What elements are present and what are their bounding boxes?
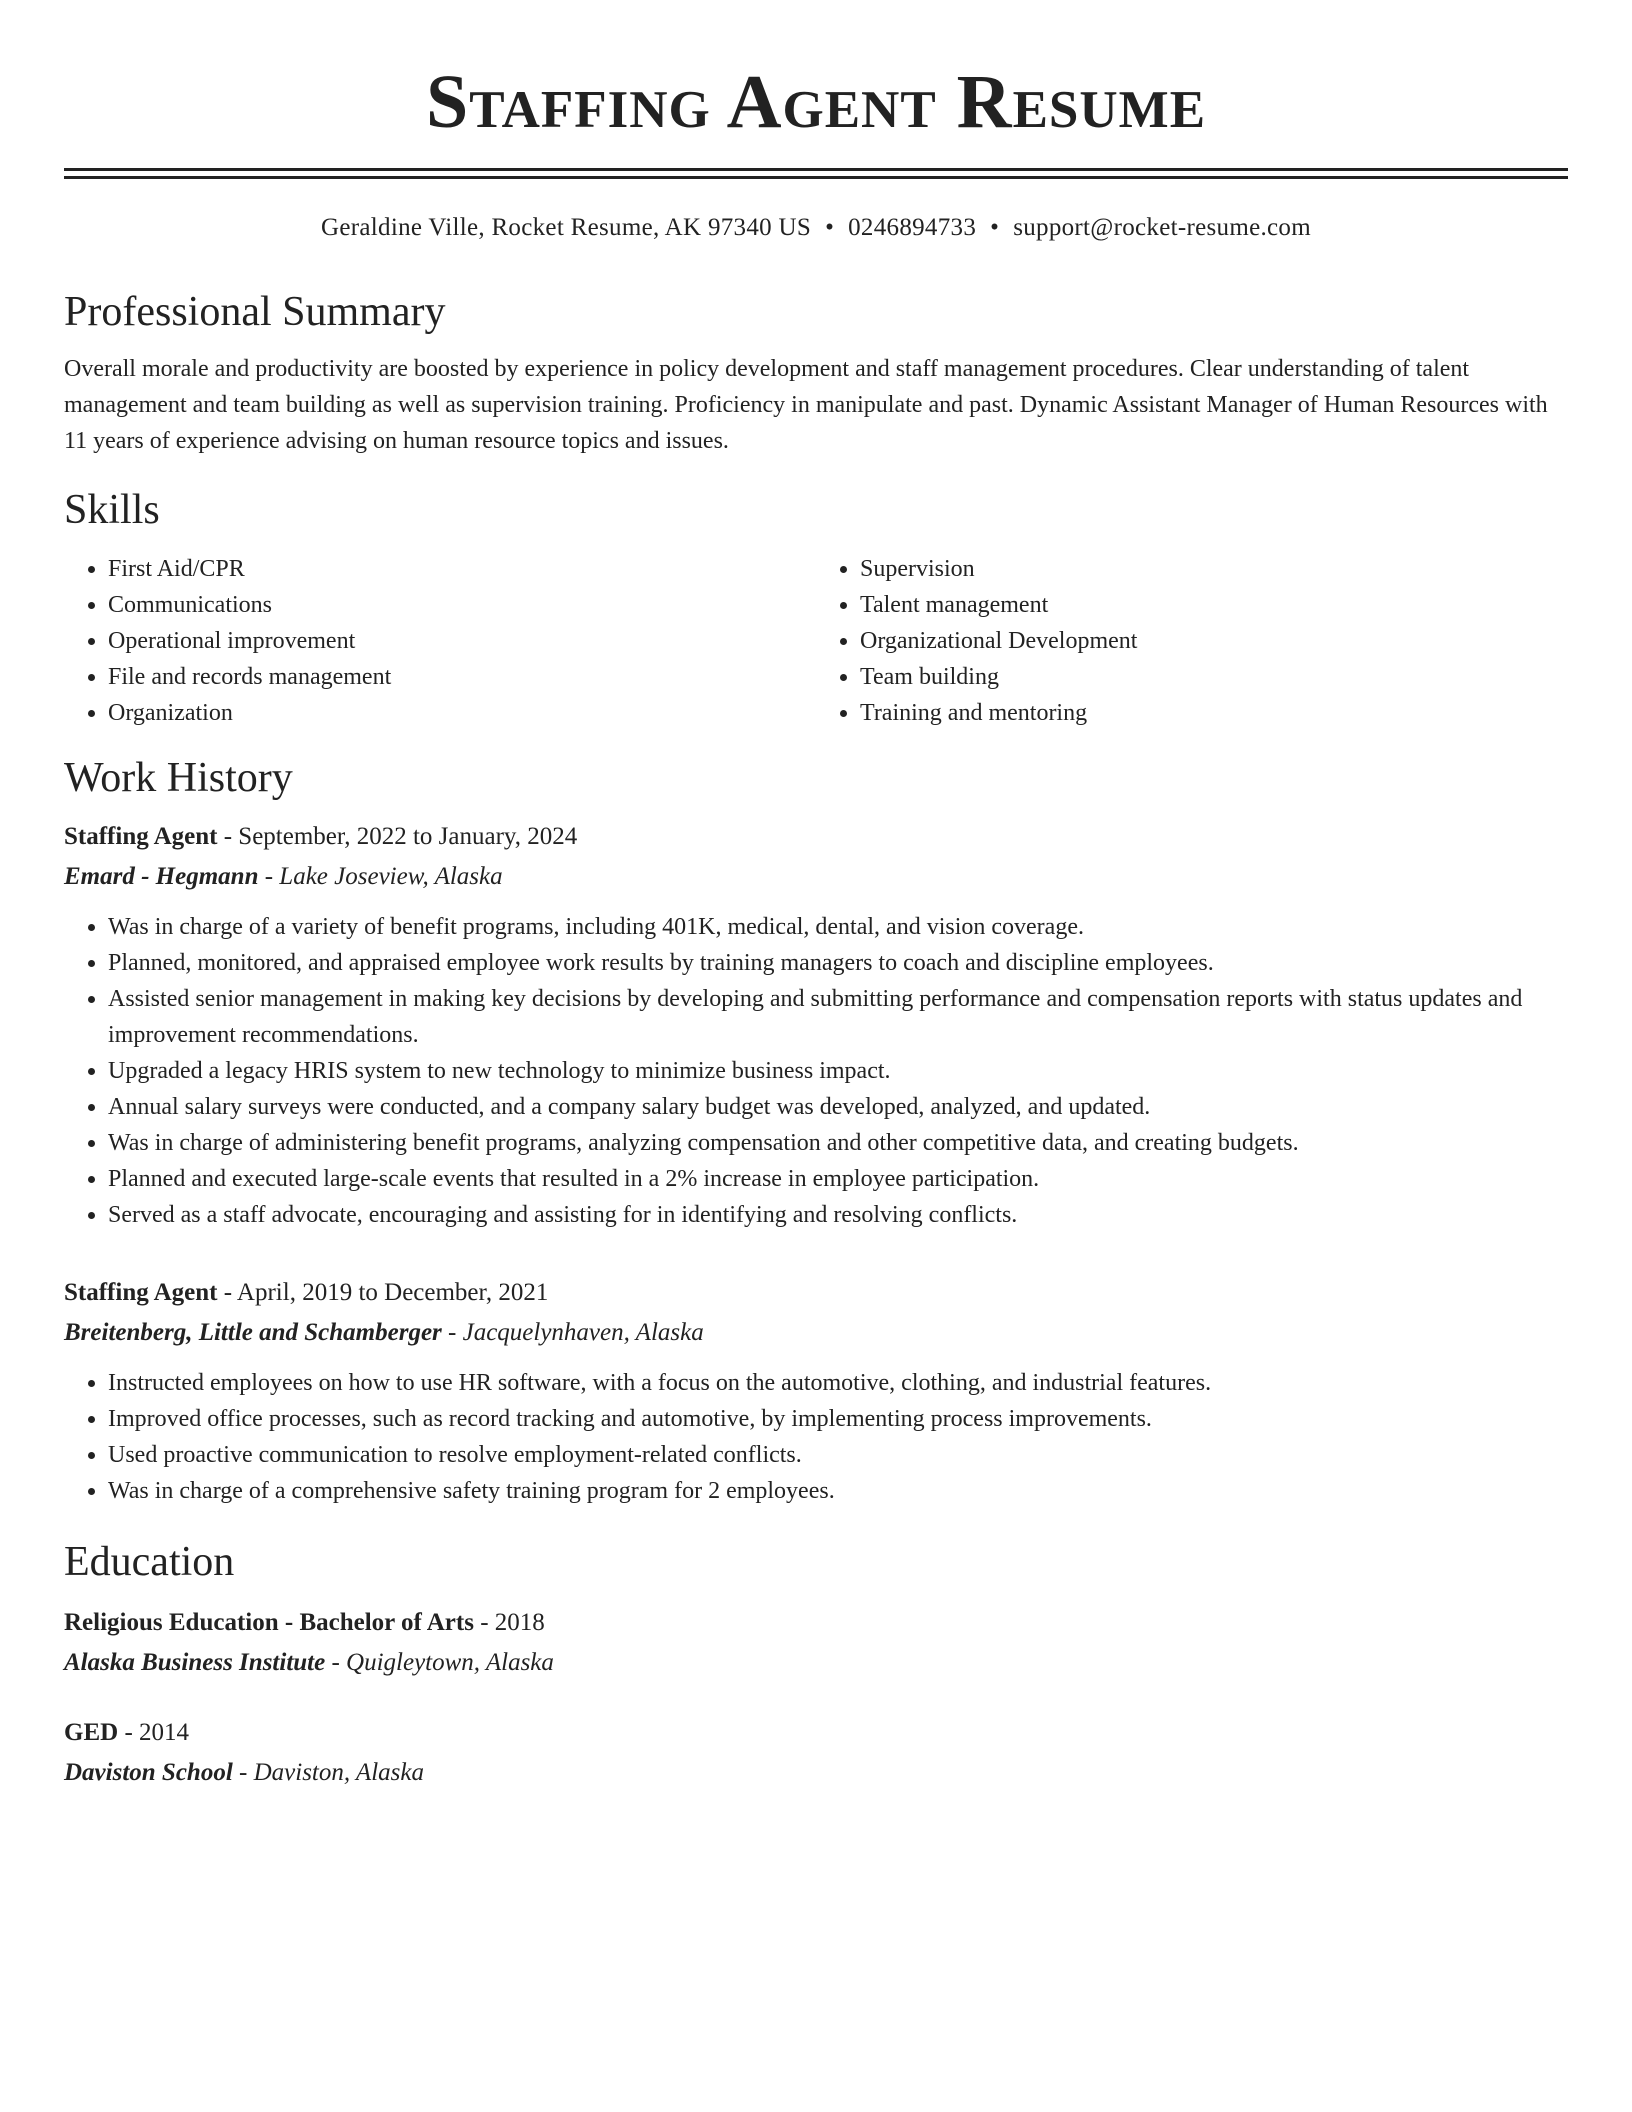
- education-entry: [64, 1603, 1568, 1683]
- education-degree: Religious Education - Bachelor of Arts: [64, 1609, 474, 1636]
- education-location: - Daviston, Alaska: [232, 1759, 424, 1786]
- job-entry: [64, 1273, 1568, 1509]
- education-header: [64, 1603, 1568, 1643]
- contact-address: Geraldine Ville, Rocket Resume, AK 97340 US: [321, 214, 812, 241]
- contact-phone: 0246894733: [848, 214, 977, 241]
- contact-email: support@rocket-resume.com: [1013, 214, 1311, 241]
- job-bullet: • Upgraded a legacy HRIS system to new technology to minimize business impact.: [108, 1053, 1568, 1089]
- contact-line: [64, 211, 1568, 245]
- job-header: [64, 1273, 1568, 1313]
- education-degree: GED: [64, 1719, 119, 1746]
- education-year: - 2018: [473, 1609, 545, 1636]
- summary-text: Overall morale and productivity are boosted by experience in policy development and staff management procedures. Clear understanding of talent management and team building as well as supervision training. Proficiency in manipulate and past. Dynamic Assistant Manager of Human Resources with 11 years of experience advising on human resource topics and issues.: [64, 356, 1548, 454]
- job-bullet: • Planned and executed large-scale events that resulted in a 2% increase in employee participation.: [108, 1161, 1568, 1197]
- job-bullet: • Assisted senior management in making key decisions by developing and submitting performance and compensation reports with status updates and improvement recommendations.: [108, 981, 1568, 1053]
- job-entry: [64, 817, 1568, 1233]
- skills-list: [64, 551, 1568, 731]
- skills-column-left: [64, 551, 816, 731]
- skill-item: • Training and mentoring: [860, 695, 1568, 731]
- job-employer: [64, 1313, 1568, 1353]
- job-role: Staffing Agent: [64, 823, 218, 850]
- education-institution: [64, 1643, 1568, 1683]
- job-employer: [64, 857, 1568, 897]
- skill-item: • Organization: [108, 695, 816, 731]
- education-header: [64, 1713, 1568, 1753]
- job-dates: - April, 2019 to December, 2021: [217, 1279, 549, 1306]
- resume-title: Staffing Agent Resume: [425, 60, 1207, 144]
- skill-item: • First Aid/CPR: [108, 551, 816, 587]
- education-location: - Quigleytown, Alaska: [325, 1649, 554, 1676]
- education-entry: [64, 1713, 1568, 1793]
- contact-separator: •: [825, 214, 835, 241]
- job-bullet: • Served as a staff advocate, encouraging and assisting for in identifying and resolving conflicts.: [108, 1197, 1568, 1233]
- work-history-heading: Work History: [64, 755, 293, 801]
- education-school: Alaska Business Institute: [64, 1649, 326, 1676]
- job-bullet: • Annual salary surveys were conducted, and a company salary budget was developed, analyzed, and updated.: [108, 1089, 1568, 1125]
- job-header: [64, 817, 1568, 857]
- contact-separator: •: [990, 214, 1000, 241]
- education-institution: [64, 1753, 1568, 1793]
- job-dates: - September, 2022 to January, 2024: [217, 823, 578, 850]
- job-company: Breitenberg, Little and Schamberger: [64, 1319, 442, 1346]
- title-divider: [64, 168, 1568, 179]
- skills-column-right: [816, 551, 1568, 731]
- job-bullet: • Planned, monitored, and appraised employee work results by training managers to coach and discipline employees.: [108, 945, 1568, 981]
- job-role: Staffing Agent: [64, 1279, 218, 1306]
- education-school: Daviston School: [64, 1759, 233, 1786]
- skill-item: • Talent management: [860, 587, 1568, 623]
- education-year: - 2014: [118, 1719, 190, 1746]
- skill-item: • Operational improvement: [108, 623, 816, 659]
- job-bullet: • Instructed employees on how to use HR software, with a focus on the automotive, clothing, and industrial features.: [108, 1365, 1568, 1401]
- skill-item: • Team building: [860, 659, 1568, 695]
- skill-item: • Supervision: [860, 551, 1568, 587]
- education-heading: Education: [64, 1539, 235, 1585]
- job-bullet: • Was in charge of administering benefit programs, analyzing compensation and other competitive data, and creating budgets.: [108, 1125, 1568, 1161]
- job-bullet: • Was in charge of a variety of benefit programs, including 401K, medical, dental, and vision coverage.: [108, 909, 1568, 945]
- job-bullets: [64, 909, 1568, 1233]
- job-bullet: • Improved office processes, such as record tracking and automotive, by implementing process improvements.: [108, 1401, 1568, 1437]
- skill-item: • Communications: [108, 587, 816, 623]
- job-bullet: • Was in charge of a comprehensive safety training program for 2 employees.: [108, 1473, 1568, 1509]
- skills-heading: Skills: [64, 487, 160, 533]
- job-company: Emard - Hegmann: [64, 863, 259, 890]
- skill-item: • Organizational Development: [860, 623, 1568, 659]
- job-location: - Jacquelynhaven, Alaska: [441, 1319, 704, 1346]
- job-bullets: [64, 1365, 1568, 1509]
- skill-item: • File and records management: [108, 659, 816, 695]
- job-bullet: • Used proactive communication to resolve employment-related conflicts.: [108, 1437, 1568, 1473]
- job-location: - Lake Joseview, Alaska: [258, 863, 503, 890]
- summary-heading: Professional Summary: [64, 289, 446, 335]
